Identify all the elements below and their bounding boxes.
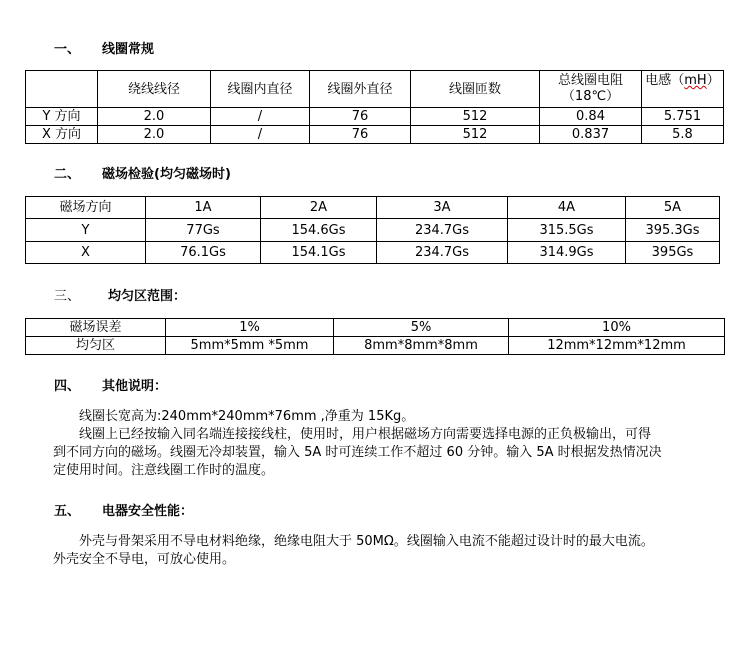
table-cell: / — [211, 108, 310, 126]
table-cell: 0.84 — [540, 108, 642, 126]
table-cell: 512 — [411, 108, 540, 126]
table-row — [26, 126, 724, 144]
table-cell: 76.1Gs — [146, 242, 261, 264]
row-label: X — [26, 242, 146, 264]
table-cell: 314.9Gs — [508, 242, 626, 264]
table-cell: 2.0 — [98, 126, 211, 144]
notes-line-2: 线圈上已经按输入同名端连接接线柱，使用时，用户根据磁场方向需要选择电源的正负极输出，可得 — [79, 427, 652, 442]
section-number: 一、 — [54, 42, 81, 57]
table-cell: 512 — [411, 126, 540, 144]
header-2a: 2A — [261, 197, 377, 219]
section-number: 四、 — [54, 379, 81, 394]
header-1a: 1A — [146, 197, 261, 219]
table-row — [26, 242, 720, 264]
row-label: Y 方向 — [26, 108, 98, 126]
table-row — [26, 337, 725, 355]
header-field-direction: 磁场方向 — [26, 197, 146, 219]
row-label: X 方向 — [26, 126, 98, 144]
table-cell: 5mm*5mm *5mm — [166, 337, 334, 355]
table-cell: 76 — [310, 126, 411, 144]
table-cell: 5.751 — [642, 108, 724, 126]
notes-line-4: 定使用时间。注意线圈工作时的温度。 — [53, 463, 275, 478]
table-cell: 77Gs — [146, 219, 261, 242]
header-resistance-label: 总线圈电阻 — [557, 73, 623, 88]
row-label: Y — [26, 219, 146, 242]
header-inner-diameter: 线圈内直径 — [211, 71, 310, 108]
table-cell: 154.6Gs — [261, 219, 377, 242]
header-10pct: 10% — [509, 319, 725, 337]
header-3a: 3A — [377, 197, 508, 219]
header-5a: 5A — [626, 197, 720, 219]
inductance-label-open: 电感（ — [645, 73, 685, 88]
header-total-resistance — [540, 71, 642, 108]
safety-line-1: 外壳与骨架采用不导电材料绝缘，绝缘电阻大于 50MΩ。线圈输入电流不能超过设计时的最大电流。 — [79, 534, 654, 549]
table-cell: 5.8 — [642, 126, 724, 144]
section-title: 磁场检验(均匀磁场时) — [102, 167, 231, 182]
section-heading-5 — [54, 500, 194, 519]
header-resistance-temp: （18℃） — [561, 89, 620, 104]
coil-spec-table — [25, 70, 724, 144]
table-cell: 154.1Gs — [261, 242, 377, 264]
section-number: 三、 — [54, 289, 81, 304]
section-heading-4 — [54, 375, 168, 394]
header-field-error: 磁场误差 — [26, 319, 166, 337]
table-cell: 315.5Gs — [508, 219, 626, 242]
uniform-zone-table — [25, 318, 725, 355]
header-4a: 4A — [508, 197, 626, 219]
safety-line-2: 外壳安全不导电，可放心使用。 — [53, 552, 236, 567]
header-1pct: 1% — [166, 319, 334, 337]
table-cell: 234.7Gs — [377, 242, 508, 264]
header-5pct: 5% — [334, 319, 509, 337]
section-title: 其他说明： — [102, 379, 168, 394]
section-heading-1 — [54, 38, 155, 57]
section-heading-2 — [54, 163, 231, 182]
table-cell: 395.3Gs — [626, 219, 720, 242]
header-inductance — [642, 71, 724, 108]
section-number: 五、 — [54, 504, 81, 519]
table-row — [26, 108, 724, 126]
table-cell: 76 — [310, 108, 411, 126]
table-cell: 12mm*12mm*12mm — [509, 337, 725, 355]
header-turns: 线圈匝数 — [411, 71, 540, 108]
section-title: 均匀区范围： — [108, 289, 187, 304]
table-header-row — [26, 197, 720, 219]
section-title: 电器安全性能： — [102, 504, 194, 519]
inductance-label-close: ） — [706, 73, 720, 88]
row-label: 均匀区 — [26, 337, 166, 355]
section-heading-3 — [54, 285, 187, 304]
table-cell: / — [211, 126, 310, 144]
table-cell: 2.0 — [98, 108, 211, 126]
table-cell: 0.837 — [540, 126, 642, 144]
table-cell: 234.7Gs — [377, 219, 508, 242]
header-outer-diameter: 线圈外直径 — [310, 71, 411, 108]
notes-line-3: 到不同方向的磁场。线圈无冷却装置，输入 5A 时可连续工作不超过 60 分钟。输入 5A 时根据发热情况决 — [53, 445, 662, 460]
table-cell: 8mm*8mm*8mm — [334, 337, 509, 355]
table-header-row — [26, 319, 725, 337]
magnetic-field-table — [25, 196, 720, 264]
section-number: 二、 — [54, 167, 81, 182]
notes-line-1: 线圈长宽高为:240mm*240mm*76mm ,净重为 15Kg。 — [79, 409, 415, 424]
table-cell: 395Gs — [626, 242, 720, 264]
inductance-unit: mH — [684, 73, 707, 88]
header-wire-diameter: 绕线线径 — [98, 71, 211, 108]
table-row — [26, 219, 720, 242]
section-title: 线圈常规 — [102, 42, 155, 57]
header-cell-empty — [26, 71, 98, 108]
